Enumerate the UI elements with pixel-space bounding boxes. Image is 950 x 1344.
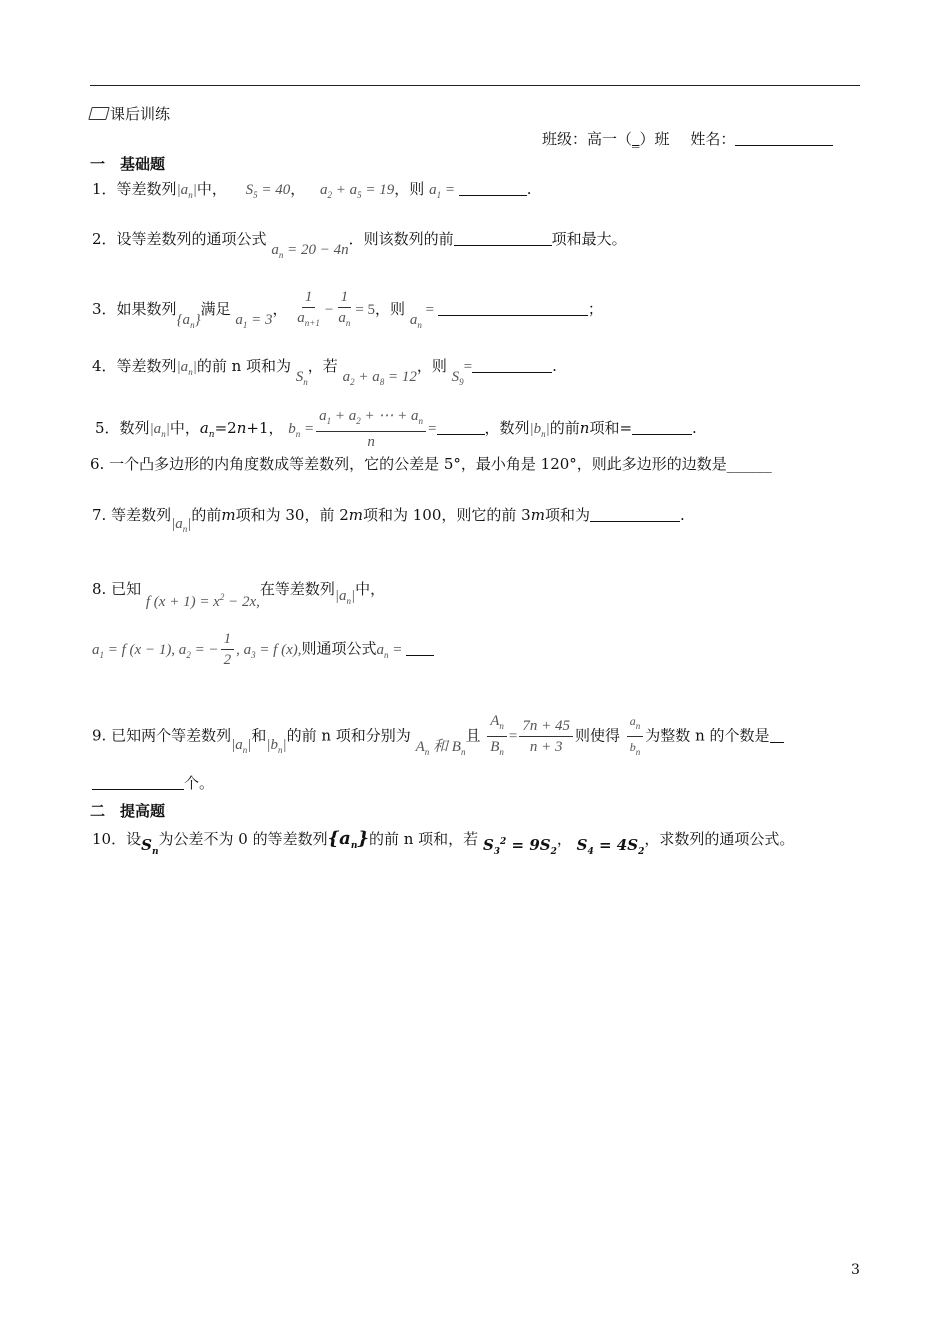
answer-blank [472,358,552,373]
answer-blank [590,507,680,522]
question-4: 4．等差数列$|a_n|$的前 n 项和为 $S_n$，若 $a_2 + a_8 = 12$，则 $S_9=$ . [92,357,557,387]
folder-icon [88,107,109,120]
answer-blank [770,728,784,743]
answer-blank [632,420,692,435]
page-number: 3 [851,1262,860,1278]
answer-blank [92,775,184,790]
top-rule [90,85,860,86]
section-title: 课后训练 [110,105,171,123]
section-header [90,103,170,124]
question-8-line-2: $a_1 = f$ (x − 1), $a_2$ = − $\frac{1}{2}$ , $a_3 = f$ (x),则通项公式$a_n$ = [92,630,434,669]
question-6: 6. 一个凸多边形的内角度数成等差数列，它的公差是 5°，最小角是 120°，则此多边形的边数是______ [90,455,772,473]
question-5: 5．数列$|a_n|$中，$a_n=2n+1$， $b_n$ = $\frac{a_1 + a_2 + \cdots + a_n}{n}$ = ，数列$|b_n|$的前n项和= . [95,408,697,450]
name-blank [735,131,833,146]
question-2: 2．设等差数列的通项公式 $a_n = 20 - 4n$．则该数列的前 项和最大。 [92,230,627,260]
answer-blank [437,420,485,435]
question-3: 3．如果数列$\{a_n\}$满足 $a_1 = 3$， $\frac{1}{a_{n+1}}$ − $\frac{1}{a_n}$ = 5，则 $a_n$ = ； [92,289,603,330]
question-9-cont: 个。 [92,772,214,793]
question-9: 9. 已知两个等差数列$|a_n|$和$|b_n|$的前 n 项和分别为 $A_n$ 和 $B_n$且 $\frac{A_n}{B_n}$ = $\frac{7n + 45}{n + 3}$ 则使得 $\frac{a_n}{b_n}$ 为整数 n 的个数是 [92,712,784,761]
question-10: 10．设$S_n$为公差不为 0 的等差数列$\{a_n\}$的前 n 项和，若 $S_3^2 = 9S_2$， $S_4 = 4S_2$，求数列的通项公式。 [92,828,795,857]
answer-blank [454,231,552,246]
answer-blank [438,301,588,316]
class-name-line: 班级：高一（_）班 姓名： [542,128,833,149]
section-basic: 一 基础题 [90,155,166,173]
section-advanced: 二 提高题 [90,802,166,820]
answer-blank [459,181,527,196]
question-1: 1．等差数列$|a_n|$中， $S_5 = 40$， $a_2 + a_5 = 19$，则 $a_1$ = . [92,180,532,200]
answer-blank [406,641,434,656]
question-8-line-1: 8. 已知 f $(x + 1) = x^2 - 2x$,在等差数列$|a_n|$中， [92,580,386,610]
question-7: 7. 等差数列$|a_n|$的前m项和为 30，前 2m项和为 100，则它的前 3m项和为 . [92,506,685,534]
